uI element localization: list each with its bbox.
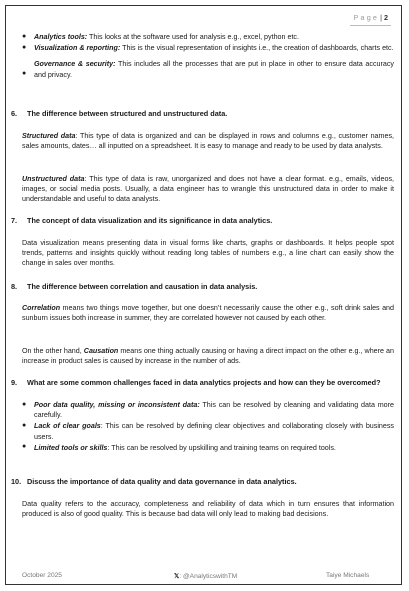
- section-heading-9: 9. What are some common challenges faced in data analytics projects and how can they be overcomed?: [11, 378, 381, 387]
- section-heading-10: 10. Discuss the importance of data quality and data governance in data analytics.: [11, 477, 297, 486]
- paragraph-structured-data: Structured data: This type of data is organized and can be displayed in rows and columns e.g., customer names, sales amounts, dates… all inputted on a spreadsheet. It is easy to manage and ready to be used by data analysts.: [22, 132, 394, 151]
- paragraph-data-quality: Data quality refers to the accuracy, completeness and reliability of data which in turn ensures that information produced is also of good quality. This is because bad data will only lead to making bad decisions.: [22, 500, 394, 519]
- list-item: Visualization & reporting: This is the visual representation of insights i.e., the creation of dashboards, charts etc.: [34, 44, 394, 53]
- page-number: 2: [384, 13, 388, 22]
- page-header: [354, 13, 388, 22]
- section-heading-8: 8. The difference between correlation and causation in data analysis.: [11, 282, 258, 291]
- footer-author: Taiye Michaels: [326, 572, 370, 579]
- challenges-bullet-list: [22, 400, 394, 453]
- x-logo-icon: 𝕏: [174, 573, 180, 580]
- intro-bullet-list: [22, 32, 394, 80]
- page-word: Page: [353, 13, 380, 22]
- paragraph-unstructured-data: Unstructured data: This type of data is raw, unorganized and does not have a clear format. e.g., emails, videos, images, or social media posts. Usually, a data engineer has to wrangle this unstructured data in order to make it understandable and useful to data analysts.: [22, 175, 394, 204]
- header-rule: [350, 25, 391, 26]
- bullet-icon: ●: [22, 422, 27, 429]
- bullet-icon: ●: [22, 44, 27, 51]
- list-item: Poor data quality, missing or inconsistent data: This can be resolved by cleaning and validating data more carefully.: [34, 401, 394, 420]
- bullet-icon: ●: [22, 33, 27, 40]
- paragraph-causation: On the other hand, Causation means one thing actually causing or having a direct impact on the other e.g., where an increase in product sales is caused by increase in the number of ads.: [22, 347, 394, 366]
- footer-handle: 𝕏: @AnalyticswithTM: [174, 573, 238, 580]
- section-heading-6: 6. The difference between structured and unstructured data.: [11, 109, 228, 118]
- list-item: Lack of clear goals: This can be resolved by defining clear objectives and collaborating closely with business users.: [34, 422, 394, 441]
- list-item: Governance & security: This includes all the processes that are put in place in other to ensure data accuracy and privacy.: [34, 60, 395, 79]
- paragraph-data-visualization: Data visualization means presenting data in visual forms like charts, graphs or dashboards. It helps people spot trends, patterns and insights quickly without reading long tables of numbers e.g., a line chart can easily show the change in sales over months.: [22, 239, 394, 268]
- bullet-icon: ●: [22, 70, 27, 77]
- list-item: Analytics tools: This looks at the software used for analysis e.g., excel, python etc.: [34, 33, 299, 41]
- list-item: Limited tools or skills: This can be resolved by upskilling and training teams on required tools.: [34, 443, 336, 452]
- bullet-icon: ●: [22, 443, 27, 450]
- footer-date: October 2025: [22, 572, 62, 579]
- page-separator: |: [380, 13, 382, 22]
- bullet-icon: ●: [22, 401, 27, 408]
- section-heading-7: 7. The concept of data visualization and its significance in data analytics.: [11, 216, 273, 225]
- document-page: [5, 5, 402, 585]
- paragraph-correlation: Correlation means two things move together, but one doesn’t necessarily cause the other e.g., soft drink sales and sunburn issues both increase in summer, they are correlated however not caused by each other.: [22, 304, 394, 323]
